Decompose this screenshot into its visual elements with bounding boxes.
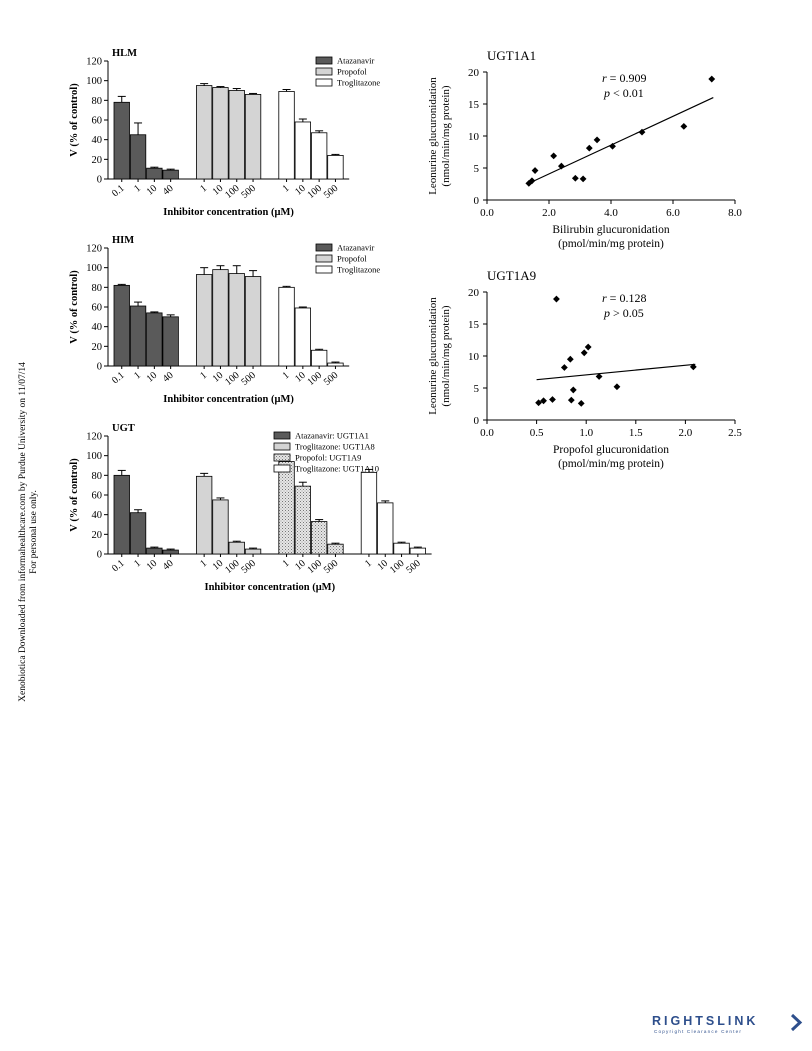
x-tick-label: 10 [293,557,308,573]
legend-label: Troglitazone: UGT1A10 [295,463,379,474]
bar [328,155,344,179]
legend-swatch [316,68,332,75]
data-point [680,123,687,130]
bar [130,135,146,179]
y-axis-title: V (% of control) [69,270,80,344]
x-tick-label: 0.5 [529,427,544,439]
rightslink-logo-text: RIGHTSLINK [652,1014,759,1028]
x-tick-label: 500 [321,369,341,388]
x-tick-label: 10 [210,369,226,385]
legend-swatch [274,443,290,450]
x-tick-label: 0.1 [110,369,127,387]
x-tick-label: 10 [144,182,160,198]
y-tick-label: 40 [91,510,102,522]
y-tick-label: 0 [96,361,102,373]
bar [147,168,163,179]
x-tick-label: 10 [144,557,160,573]
y-axis-subtitle: (nmol/min/mg protein) [440,305,452,407]
data-point [578,400,585,407]
x-axis-title: Inhibitor concentration (μM) [163,394,294,405]
y-tick-label: 60 [91,490,102,502]
y-tick-label: 0 [96,549,102,561]
x-tick-label: 10 [144,369,160,385]
bar [410,548,426,554]
y-tick-label: 20 [468,67,479,79]
bar [229,91,245,180]
scatter-ugt1a1 [420,42,760,257]
y-tick-label: 5 [473,383,479,395]
x-tick-label: 100 [305,182,325,201]
bar [279,462,295,554]
y-axis-title: V (% of control) [69,458,80,532]
y-tick-label: 100 [86,451,102,463]
legend-swatch [316,266,332,273]
y-tick-label: 80 [91,95,102,107]
y-axis-subtitle: (nmol/min/mg protein) [440,85,452,187]
legend-swatch [274,465,290,472]
y-tick-label: 20 [91,529,102,541]
rightslink-logo [652,1012,804,1036]
rightslink-logo-subtext: Copyright Clearance Center [654,1029,743,1034]
x-tick-label: 40 [160,369,176,385]
bar [311,133,327,179]
y-tick-label: 10 [468,351,479,363]
bar [163,550,179,554]
x-tick-label: 10 [210,557,226,573]
y-tick-label: 20 [91,154,102,166]
x-tick-label: 0.1 [110,182,127,200]
data-point [550,152,557,159]
data-point [572,175,579,182]
bar [229,542,245,554]
bar [114,475,130,554]
data-point [567,356,574,363]
x-tick-label: 100 [223,182,242,201]
rightslink-chevron-icon [792,1015,800,1030]
x-tick-label: 500 [239,182,258,201]
x-tick-label: 1 [280,557,292,570]
y-axis-title: V (% of control) [69,83,80,157]
legend-swatch [274,432,290,439]
legend-swatch [316,255,332,262]
data-point [586,145,593,152]
data-point [581,349,588,356]
bar-chart-ugt [60,420,423,610]
x-tick-label: 1 [280,182,292,195]
y-tick-label: 40 [91,322,102,334]
y-tick-label: 10 [468,131,479,143]
x-tick-label: 4.0 [604,207,618,219]
bar [311,350,327,366]
y-tick-label: 120 [86,431,102,443]
bar [130,306,146,366]
stat-p: p < 0.01 [604,86,644,100]
x-axis-title: Bilirubin glucuronidation [552,224,670,236]
bar [130,513,146,554]
bar [361,472,377,554]
legend-swatch [274,454,290,461]
x-axis-subtitle: (pmol/min/mg protein) [558,458,664,470]
x-tick-label: 500 [321,182,341,201]
bar [147,548,163,554]
legend-label: Propofol [337,66,367,77]
y-tick-label: 0 [473,415,479,427]
x-tick-label: 10 [293,182,308,198]
y-tick-label: 15 [468,319,479,331]
x-tick-label: 1.0 [579,427,594,439]
legend-label: Propofol: UGT1A9 [295,452,362,463]
x-tick-label: 500 [239,557,258,576]
bar [295,486,311,554]
legend-label: Atazanavir [337,55,375,66]
bar [163,317,179,366]
regression-line [527,98,713,184]
panel-label: UGT [112,423,135,434]
y-tick-label: 60 [91,115,102,127]
x-axis-title: Inhibitor concentration (μM) [204,582,336,593]
x-axis-title: Propofol glucuronidation [553,444,669,456]
bar [279,91,295,179]
stat-r: r = 0.909 [602,71,647,85]
legend-label: Propofol [337,253,367,264]
x-tick-label: 0.0 [480,427,494,439]
y-tick-label: 15 [468,99,479,111]
chart-title: UGT1A9 [487,268,537,283]
x-axis-title: Inhibitor concentration (μM) [163,207,294,218]
bar [114,285,130,366]
data-point [585,344,592,351]
legend-label: Troglitazone [337,77,381,88]
data-point [708,76,715,83]
legend-label: Atazanavir [337,242,375,253]
bar [163,170,179,179]
y-tick-label: 5 [473,163,479,175]
x-tick-label: 500 [239,369,258,388]
legend-swatch [316,79,332,86]
legend-label: Troglitazone: UGT1A8 [295,441,375,452]
bar [378,503,394,554]
data-point [570,387,577,394]
bar [196,275,212,366]
bar [394,543,410,554]
download-note [18,182,58,882]
bar [196,476,212,554]
x-tick-label: 100 [305,369,325,388]
x-tick-label: 2.0 [678,427,693,439]
y-axis-title: Leonurine glucuronidation [427,297,439,415]
y-tick-label: 0 [96,174,102,186]
chart-title: UGT1A1 [487,48,537,63]
bar [114,102,130,179]
download-note-line1: Xenobiotica Downloaded from informahealthcare.com by Purdue University on 11/07/14 [18,362,28,702]
bar [295,122,311,179]
bar [245,549,260,554]
data-point [558,163,565,170]
bar [147,313,163,366]
bar [213,500,229,554]
x-tick-label: 0.1 [110,557,127,575]
y-tick-label: 40 [91,135,102,147]
x-tick-label: 1 [198,557,210,570]
panel-label: HIM [112,235,135,246]
stat-p: p > 0.05 [604,306,644,320]
x-tick-label: 1 [132,182,143,195]
x-tick-label: 1 [132,369,143,382]
y-tick-label: 0 [473,195,479,207]
panel-label: HLM [112,48,138,59]
bar [311,522,327,554]
bar [245,277,260,366]
scatter-ugt1a9 [420,262,760,482]
download-note-line2: For personal use only. [29,490,39,574]
x-tick-label: 40 [160,557,176,573]
x-axis-subtitle: (pmol/min/mg protein) [558,238,664,250]
x-tick-label: 500 [404,557,423,576]
y-tick-label: 20 [468,287,479,299]
x-tick-label: 10 [375,557,391,573]
data-point [549,396,556,403]
x-tick-label: 100 [223,557,242,576]
bar-chart-hlm [60,45,400,225]
bar [328,363,344,366]
x-tick-label: 1.5 [628,427,643,439]
data-point [614,383,621,390]
data-point [594,136,601,143]
regression-line [537,364,696,379]
y-tick-label: 80 [91,282,102,294]
x-tick-label: 1 [362,557,374,570]
legend-label: Atazanavir: UGT1A1 [295,430,369,441]
x-tick-label: 100 [223,369,242,388]
bar-chart-him [60,232,400,412]
bar [213,88,229,179]
bar [196,86,212,179]
x-tick-label: 40 [160,182,176,198]
stat-r: r = 0.128 [602,291,647,305]
x-tick-label: 10 [210,182,226,198]
x-tick-label: 2.5 [728,427,742,439]
x-tick-label: 2.0 [542,207,556,219]
data-point [553,296,560,303]
x-tick-label: 8.0 [728,207,742,219]
data-point [561,364,568,371]
y-tick-label: 100 [86,76,102,88]
legend-swatch [316,244,332,251]
x-tick-label: 100 [305,557,325,576]
bar [328,544,344,554]
y-tick-label: 80 [91,470,102,482]
bar [229,274,245,366]
bar [245,94,260,179]
x-tick-label: 6.0 [666,207,680,219]
legend-swatch [316,57,332,64]
y-tick-label: 120 [86,243,102,255]
legend-label: Troglitazone [337,264,381,275]
y-tick-label: 20 [91,341,102,353]
x-tick-label: 0.0 [480,207,494,219]
x-tick-label: 1 [198,369,210,382]
x-tick-label: 100 [387,557,407,576]
y-axis-title: Leonurine glucuronidation [427,77,439,195]
bar [295,308,311,366]
x-tick-label: 500 [321,557,341,576]
y-tick-label: 60 [91,302,102,314]
y-tick-label: 120 [86,56,102,68]
x-tick-label: 1 [132,557,143,570]
x-tick-label: 1 [198,182,210,195]
data-point [568,397,575,404]
bar [279,287,295,366]
data-point [580,175,587,182]
data-point [532,167,539,174]
bar [213,270,229,366]
y-tick-label: 100 [86,263,102,275]
x-tick-label: 10 [293,369,308,385]
x-tick-label: 1 [280,369,292,382]
